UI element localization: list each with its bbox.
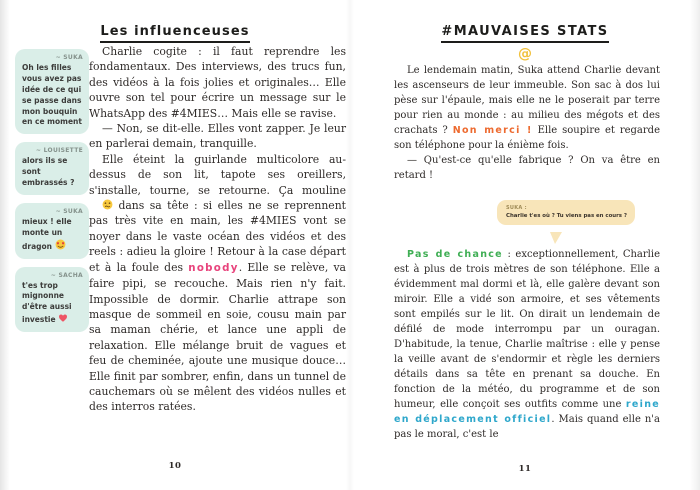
red-heart-icon — [58, 313, 68, 323]
chat-author: ~ LOUISETTE — [35, 147, 83, 155]
right-body-text-bottom — [394, 247, 660, 442]
highlight-text: Non merci ! — [452, 125, 533, 136]
heart-eyes-icon — [55, 239, 66, 250]
left-body-text — [89, 44, 346, 415]
text-run: alors ils se sont embrassés ? — [22, 156, 75, 187]
body-paragraph — [394, 63, 660, 153]
body-paragraph — [394, 247, 660, 442]
text-run: — Non, se dit-elle. Elles vont zapper. Je leur en parlerai demain, tranquille. — [89, 122, 346, 151]
right-body-text-top — [394, 63, 660, 183]
sms-message: Charlie t'es où ? Tu viens pas en cours ? — [506, 213, 628, 219]
chat-message — [22, 63, 83, 128]
sms-author: SUKA : — [506, 205, 527, 211]
chat-message — [22, 156, 83, 189]
text-run: Charlie cogite : il faut reprendre les fondamentaux. Des interviews, des trucs fun, des vidéos à la fois jolies et originales… Elle ouvre son tel pour écrire un message sur le WhatsApp des #4MIES… Mais elle se ravise. — [89, 45, 346, 120]
chat-author: ~ SUKA — [55, 207, 83, 215]
page-number-right: 11 — [518, 464, 532, 474]
chat-bubble — [15, 142, 89, 195]
highlight-text: nobody — [188, 261, 239, 274]
text-run: mieux ! elle monte un dragon — [22, 216, 72, 251]
chat-bubble — [15, 267, 89, 333]
chat-message — [22, 281, 83, 327]
sms-bubble-tail — [550, 232, 562, 244]
text-run: Le lendemain matin, Suka attend Charlie devant les ascenseurs de leur immeuble. Son sac à dos lui pèse sur l'épaule, mais elle ne le poserait par terre pour rien au monde : au milieu des mégots et des crachats ? — [394, 65, 660, 136]
chapter-title: Les influenceuses — [100, 24, 249, 43]
body-paragraph — [89, 152, 346, 415]
section-title: #MAUVAISES STATS — [441, 24, 608, 43]
chat-author: ~ SUKA — [55, 54, 83, 61]
body-paragraph — [89, 121, 346, 152]
text-run: : exceptionnellement, Charlie est à plus de trois mètres de son téléphone. Elle a évidemment mal dormi et là, elle galère devant son miroir. Elle a vidé son armoire, et ses vêtements sont empilés sur le lit. On dirait un lendemain de défilé de mode interrompu par un ouragan. D'habitude, la tenue, Charlie maîtrise : elle y pense la veille avant de s'endormir et règle les derniers détails dans sa tête en prenant sa douche. En fonction de la météo, du programme et de son humeur, elle conçoit ses outfits comme une — [394, 249, 660, 410]
text-run: . Elle se relève, va faire pipi, se recouche. Mais rien n'y fait. Impossible de dormir. Charlie attrape son masque de sommeil en soie, cousu main par sa maman chérie, et lance une appli de relaxation. Elle mélange bruit de vagues et feu de cheminée, ajoute une musique douce… Elle finit par sombrer, enfin, dans un tunnel de cauchemars où se mêlent des vidéos nulles et des interros ratées. — [89, 260, 346, 414]
text-run: t'es trop mignonne d'être aussi investie — [22, 280, 72, 325]
text-run: Elle éteint la guirlande multicolore au-dessus de son lit, tapote ses oreillers, s'installe, tourne, se retourne. Ça mouline — [89, 152, 346, 197]
left-page-title-wrap — [0, 20, 350, 43]
dizzy-face-icon — [89, 199, 113, 210]
chat-author: ~ SACHA — [50, 271, 83, 279]
margin-chat-column — [15, 49, 89, 332]
at-doodle-icon: @ — [518, 46, 532, 62]
text-run: dans sa tête : si elles ne se reprennent pas très vite en main, les #4MIES vont se noyer dans le vaste océan des vidéos et des reels : adieu la gloire ! Retour à la case départ et à la foule des — [89, 199, 346, 274]
right-page-title-wrap — [350, 20, 700, 43]
body-paragraph — [89, 44, 346, 121]
highlight-text: reine en déplacement officiel — [394, 399, 660, 425]
chat-bubble — [15, 203, 89, 259]
chat-message — [22, 217, 83, 253]
text-run: Elle soupire et regarde son téléphone pour la énième fois. — [394, 125, 660, 151]
text-run: — Qu'est-ce qu'elle fabrique ? On va être en retard ! — [394, 155, 660, 181]
text-run: Oh les filles vous avez pas idée de ce qui se passe dans mon bouquin en ce moment — [22, 63, 82, 127]
body-paragraph — [394, 153, 660, 183]
highlight-text: Pas de chance — [407, 249, 503, 260]
page-number-left: 10 — [168, 461, 182, 471]
text-run: . Mais quand elle n'a pas le moral, c'est le — [394, 414, 660, 440]
chat-bubble — [15, 49, 89, 134]
sms-bubble — [497, 200, 635, 225]
